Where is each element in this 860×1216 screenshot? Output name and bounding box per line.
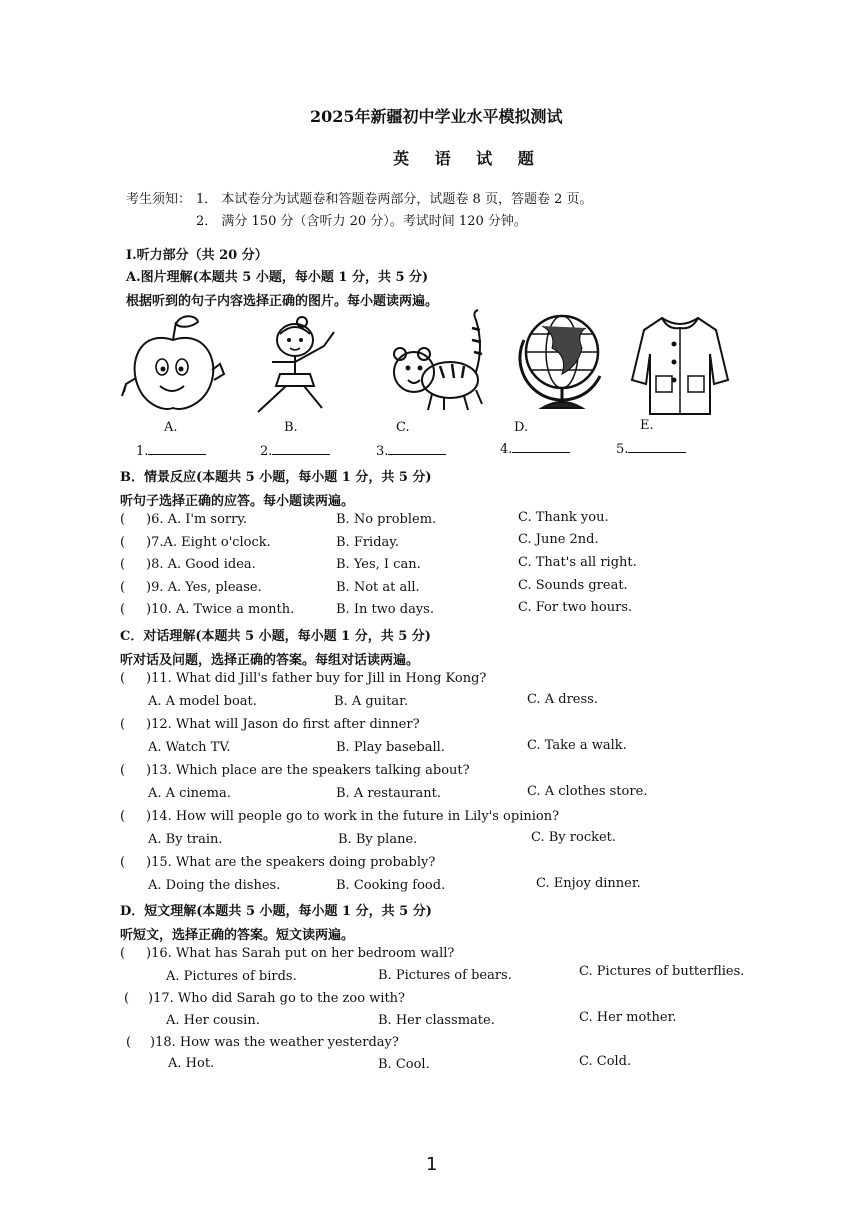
answer-paren[interactable]: ( [120, 535, 126, 550]
option-c: C. A clothes store. [527, 784, 648, 799]
answer-paren[interactable]: ( [124, 991, 130, 1006]
option-c: C. Sounds great. [518, 578, 628, 593]
picture-label-b: B. [284, 420, 298, 435]
option-b: B. Not at all. [336, 580, 420, 595]
option-b: B. No problem. [336, 512, 437, 527]
option-b: B. A guitar. [334, 694, 409, 709]
part1-title: I.听力部分（共 20 分） [126, 248, 268, 263]
section-d-instruction: 听短文，选择正确的答案。短文读两遍。 [120, 928, 355, 943]
answer-blank-4[interactable]: 4. [500, 440, 570, 457]
option-a: A. Doing the dishes. [148, 878, 281, 893]
answer-blank-1[interactable]: 1. [136, 442, 206, 459]
option-c: C. Cold. [579, 1054, 632, 1069]
question-stem: )6. A. I'm sorry. [146, 512, 248, 527]
question-stem: )11. What did Jill's father buy for Jill in Hong Kong? [146, 671, 487, 686]
section-a-instruction: 根据听到的句子内容选择正确的图片。每小题读两遍。 [126, 294, 439, 309]
option-c: C. Pictures of butterflies. [579, 964, 745, 979]
answer-paren[interactable]: ( [120, 580, 126, 595]
option-c: C. Her mother. [579, 1010, 677, 1025]
exam-title: 2025年新疆初中学业水平模拟测试 [310, 107, 563, 126]
question-stem: )17. Who did Sarah go to the zoo with? [148, 991, 406, 1006]
option-a: A. Her cousin. [166, 1013, 260, 1028]
section-b-instruction: 听句子选择正确的应答。每小题读两遍。 [120, 494, 355, 509]
question-stem: )18. How was the weather yesterday? [150, 1035, 399, 1050]
option-b: B. By plane. [338, 832, 418, 847]
notice-item-1: 1． 本试卷分为试题卷和答题卷两部分，试题卷 8 页，答题卷 2 页。 [196, 192, 593, 207]
option-b: B. A restaurant. [336, 786, 441, 801]
answer-blank-2[interactable]: 2. [260, 442, 330, 459]
answer-blank-3[interactable]: 3. [376, 442, 446, 459]
answer-paren[interactable]: ( [120, 763, 126, 778]
answer-paren[interactable]: ( [120, 512, 126, 527]
picture-label-c: C. [396, 420, 410, 435]
question-stem: )15. What are the speakers doing probably? [146, 855, 436, 870]
answer-paren[interactable]: ( [120, 602, 126, 617]
option-b: B. Cool. [378, 1057, 430, 1072]
option-a: A. Pictures of birds. [166, 969, 297, 984]
coat-icon [630, 310, 730, 416]
option-b: B. Yes, I can. [336, 557, 421, 572]
answer-paren[interactable]: ( [120, 717, 126, 732]
question-stem: )9. A. Yes, please. [146, 580, 262, 595]
section-c-instruction: 听对话及问题，选择正确的答案。每组对话读两遍。 [120, 653, 420, 668]
page-number: 1 [426, 1154, 438, 1175]
option-c: C. Thank you. [518, 510, 609, 525]
section-d-title: D．短文理解(本题共 5 小题，每小题 1 分，共 5 分) [120, 904, 432, 919]
answer-paren[interactable]: ( [120, 946, 126, 961]
section-b-title: B．情景反应(本题共 5 小题，每小题 1 分，共 5 分) [120, 470, 432, 485]
picture-label-d: D. [514, 420, 529, 435]
option-c: C. A dress. [527, 692, 598, 707]
notice-label: 考生须知： [126, 192, 192, 207]
answer-paren[interactable]: ( [120, 671, 126, 686]
answer-blank-5[interactable]: 5. [616, 440, 686, 457]
question-stem: )13. Which place are the speakers talking about? [146, 763, 470, 778]
picture-label-a: A. [164, 420, 178, 435]
option-b: B. Cooking food. [336, 878, 446, 893]
option-a: A. A cinema. [148, 786, 231, 801]
answer-paren[interactable]: ( [120, 557, 126, 572]
option-b: B. Her classmate. [378, 1013, 495, 1028]
question-stem: )8. A. Good idea. [146, 557, 256, 572]
question-stem: )12. What will Jason do first after dinner? [146, 717, 420, 732]
answer-paren[interactable]: ( [120, 855, 126, 870]
option-c: C. That's all right. [518, 555, 637, 570]
option-c: C. For two hours. [518, 600, 633, 615]
tiger-icon [384, 306, 494, 416]
globe-icon [512, 304, 616, 416]
option-a: A. By train. [148, 832, 223, 847]
option-c: C. Enjoy dinner. [536, 876, 641, 891]
option-c: C. Take a walk. [527, 738, 627, 753]
option-a: A. Hot. [168, 1056, 215, 1071]
picture-label-e: E. [640, 418, 654, 433]
section-c-title: C．对话理解(本题共 5 小题，每小题 1 分，共 5 分) [120, 629, 431, 644]
notice-item-2: 2． 满分 150 分（含听力 20 分）。考试时间 120 分钟。 [196, 214, 527, 229]
option-b: B. Pictures of bears. [378, 968, 512, 983]
option-b: B. Play baseball. [336, 740, 445, 755]
exam-subject: 英 语 试 题 [393, 149, 544, 168]
option-b: B. In two days. [336, 602, 434, 617]
option-c: C. June 2nd. [518, 532, 599, 547]
option-a: A. A model boat. [148, 694, 257, 709]
girl-dancing-icon [250, 312, 350, 418]
apple-character-icon [118, 312, 228, 418]
option-c: C. By rocket. [531, 830, 617, 845]
question-stem: )16. What has Sarah put on her bedroom wall? [146, 946, 455, 961]
section-a-title: A.图片理解(本题共 5 小题，每小题 1 分，共 5 分) [126, 270, 429, 285]
answer-paren[interactable]: ( [120, 809, 126, 824]
option-b: B. Friday. [336, 535, 400, 550]
question-stem: )10. A. Twice a month. [146, 602, 295, 617]
answer-paren[interactable]: ( [126, 1035, 132, 1050]
question-stem: )7.A. Eight o'clock. [146, 535, 271, 550]
option-a: A. Watch TV. [148, 740, 231, 755]
question-stem: )14. How will people go to work in the future in Lily's opinion? [146, 809, 560, 824]
